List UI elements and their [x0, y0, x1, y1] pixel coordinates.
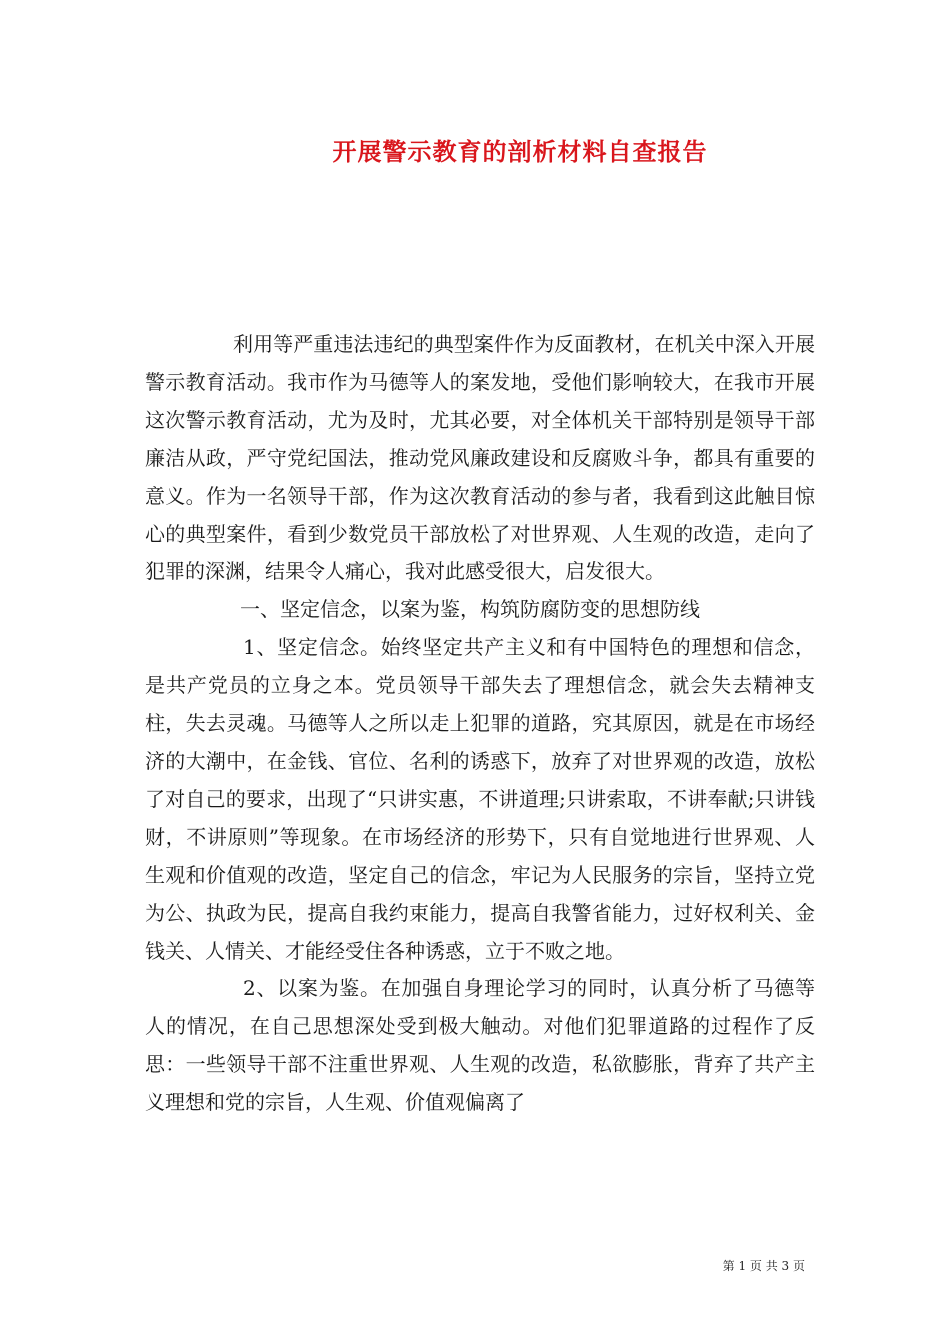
intro-paragraph: 利用等严重违法违纪的典型案件作为反面教材，在机关中深入开展警示教育活动。我市作为马德等人的案发地，受他们影响较大，在我市开展这次警示教育活动，尤为及时，尤其必要，对全体机关干部特别是领导干部廉洁从政，严守党纪国法，推动党风廉政建设和反腐败斗争，都具有重要的意义。作为一名领导干部，作为这次教育活动的参与者，我看到这此触目惊心的典型案件，看到少数党员干部放松了对世界观、人生观的改造，走向了犯罪的深渊，结果令人痛心，我对此感受很大，启发很大。 — [145, 332, 815, 584]
item-1-paragraph: 1、坚定信念。始终坚定共产主义和有中国特色的理想和信念，是共产党员的立身之本。党员领导干部失去了理想信念，就会失去精神支柱，失去灵魂。马德等人之所以走上犯罪的道路，究其原因，就是在市场经济的大潮中，在金钱、官位、名利的诱惑下，放弃了对世界观的改造，放松了对自己的要求，出现了“只讲实惠，不讲道理;只讲索取，不讲奉献;只讲钱财，不讲原则”等现象。在市场经济的形势下，只有自觉地进行世界观、人生观和价值观的改造，坚定自己的信念，牢记为人民服务的宗旨，坚持立党为公、执政为民，提高自我约束能力，提高自我警省能力，过好权利关、金钱关、人情关、才能经受住各种诱惑，立于不败之地。 — [145, 635, 815, 963]
document-title: 开展警示教育的剖析材料自查报告 — [332, 137, 708, 166]
item-2-paragraph: 2、以案为鉴。在加强自身理论学习的同时，认真分析了马德等人的情况，在自己思想深处受到极大触动。对他们犯罪道路的过程作了反思：一些领导干部不注重世界观、人生观的改造，私欲膨胀，背弃了共产主义理想和党的宗旨，人生观、价值观偏离了 — [145, 976, 815, 1115]
section-heading: 一、坚定信念，以案为鉴，构筑防腐防变的思想防线 — [240, 597, 700, 622]
page-number-footer: 第 1 页 共 3 页 — [722, 1259, 805, 1273]
document-body — [145, 326, 815, 1122]
